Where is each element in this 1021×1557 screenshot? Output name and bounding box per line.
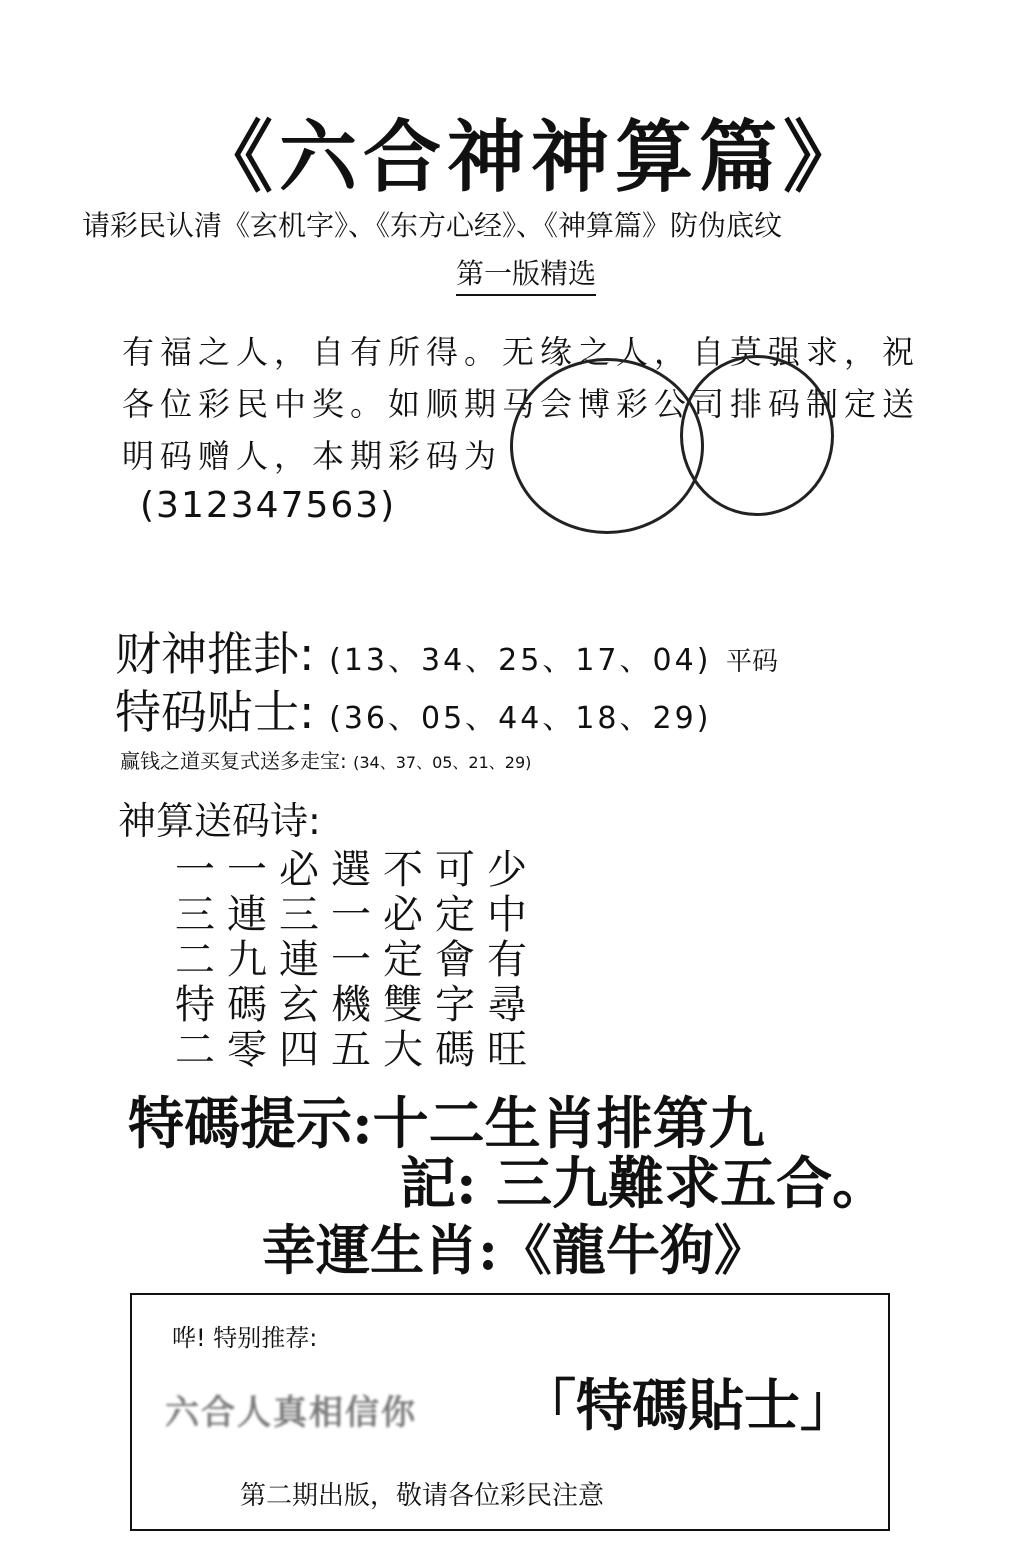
intro-paragraph: 有福之人，自有所得。无缘之人，自莫强求，祝各位彩民中奖。如顺期马会博彩公司排码制定送明码赠人，本期彩码为	[122, 333, 921, 475]
recommend-label: 哗! 特别推荐:	[172, 1324, 318, 1352]
caishen-label: 财神推卦:	[115, 627, 315, 681]
blurred-publication-name: 六合人真相信你	[165, 1393, 417, 1433]
poem-line: 三連三一必定中	[175, 892, 539, 938]
poem-line: 特碼玄機雙字尋	[175, 982, 539, 1028]
win-label: 赢钱之道买复式送多走宝:	[120, 749, 347, 773]
page-title: 《六合神神算篇》	[195, 112, 868, 203]
win-line	[120, 745, 531, 774]
caishen-numbers: (13、34、25、17、04)	[329, 643, 712, 678]
win-numbers: (34、37、05、21、29)	[353, 753, 532, 772]
caishen-suffix: 平码	[726, 647, 779, 677]
caishen-line	[115, 618, 778, 684]
tema-numbers: (36、05、44、18、29)	[329, 701, 712, 736]
lottery-code: (312347563)	[140, 485, 397, 526]
edition-label: 第一版精选	[456, 252, 596, 296]
stamp-seal-left	[510, 358, 704, 534]
anti-counterfeit-notice: 请彩民认清《玄机字》、《东方心经》、《神算篇》防伪底纹	[82, 209, 783, 242]
stamp-seal-right	[680, 355, 834, 516]
poem-line: 二九連一定會有	[175, 937, 539, 983]
poem-line: 二零四五大碼旺	[175, 1027, 539, 1073]
tema-hint: 特碼提示:十二生肖排第九	[128, 1091, 765, 1157]
poem-title: 神算送码诗:	[118, 799, 321, 843]
tema-line	[115, 676, 711, 742]
tema-label: 特码贴士:	[115, 685, 315, 739]
tema-tips-title: 「特碼貼士」	[520, 1373, 856, 1439]
poem-line: 一一必選不可少	[175, 847, 539, 893]
tema-hint-note: 記: 三九難求五合。	[400, 1151, 889, 1217]
lucky-zodiac: 幸運生肖:《龍牛狗》	[262, 1218, 768, 1282]
second-issue-notice: 第二期出版，敬请各位彩民注意	[240, 1481, 605, 1511]
